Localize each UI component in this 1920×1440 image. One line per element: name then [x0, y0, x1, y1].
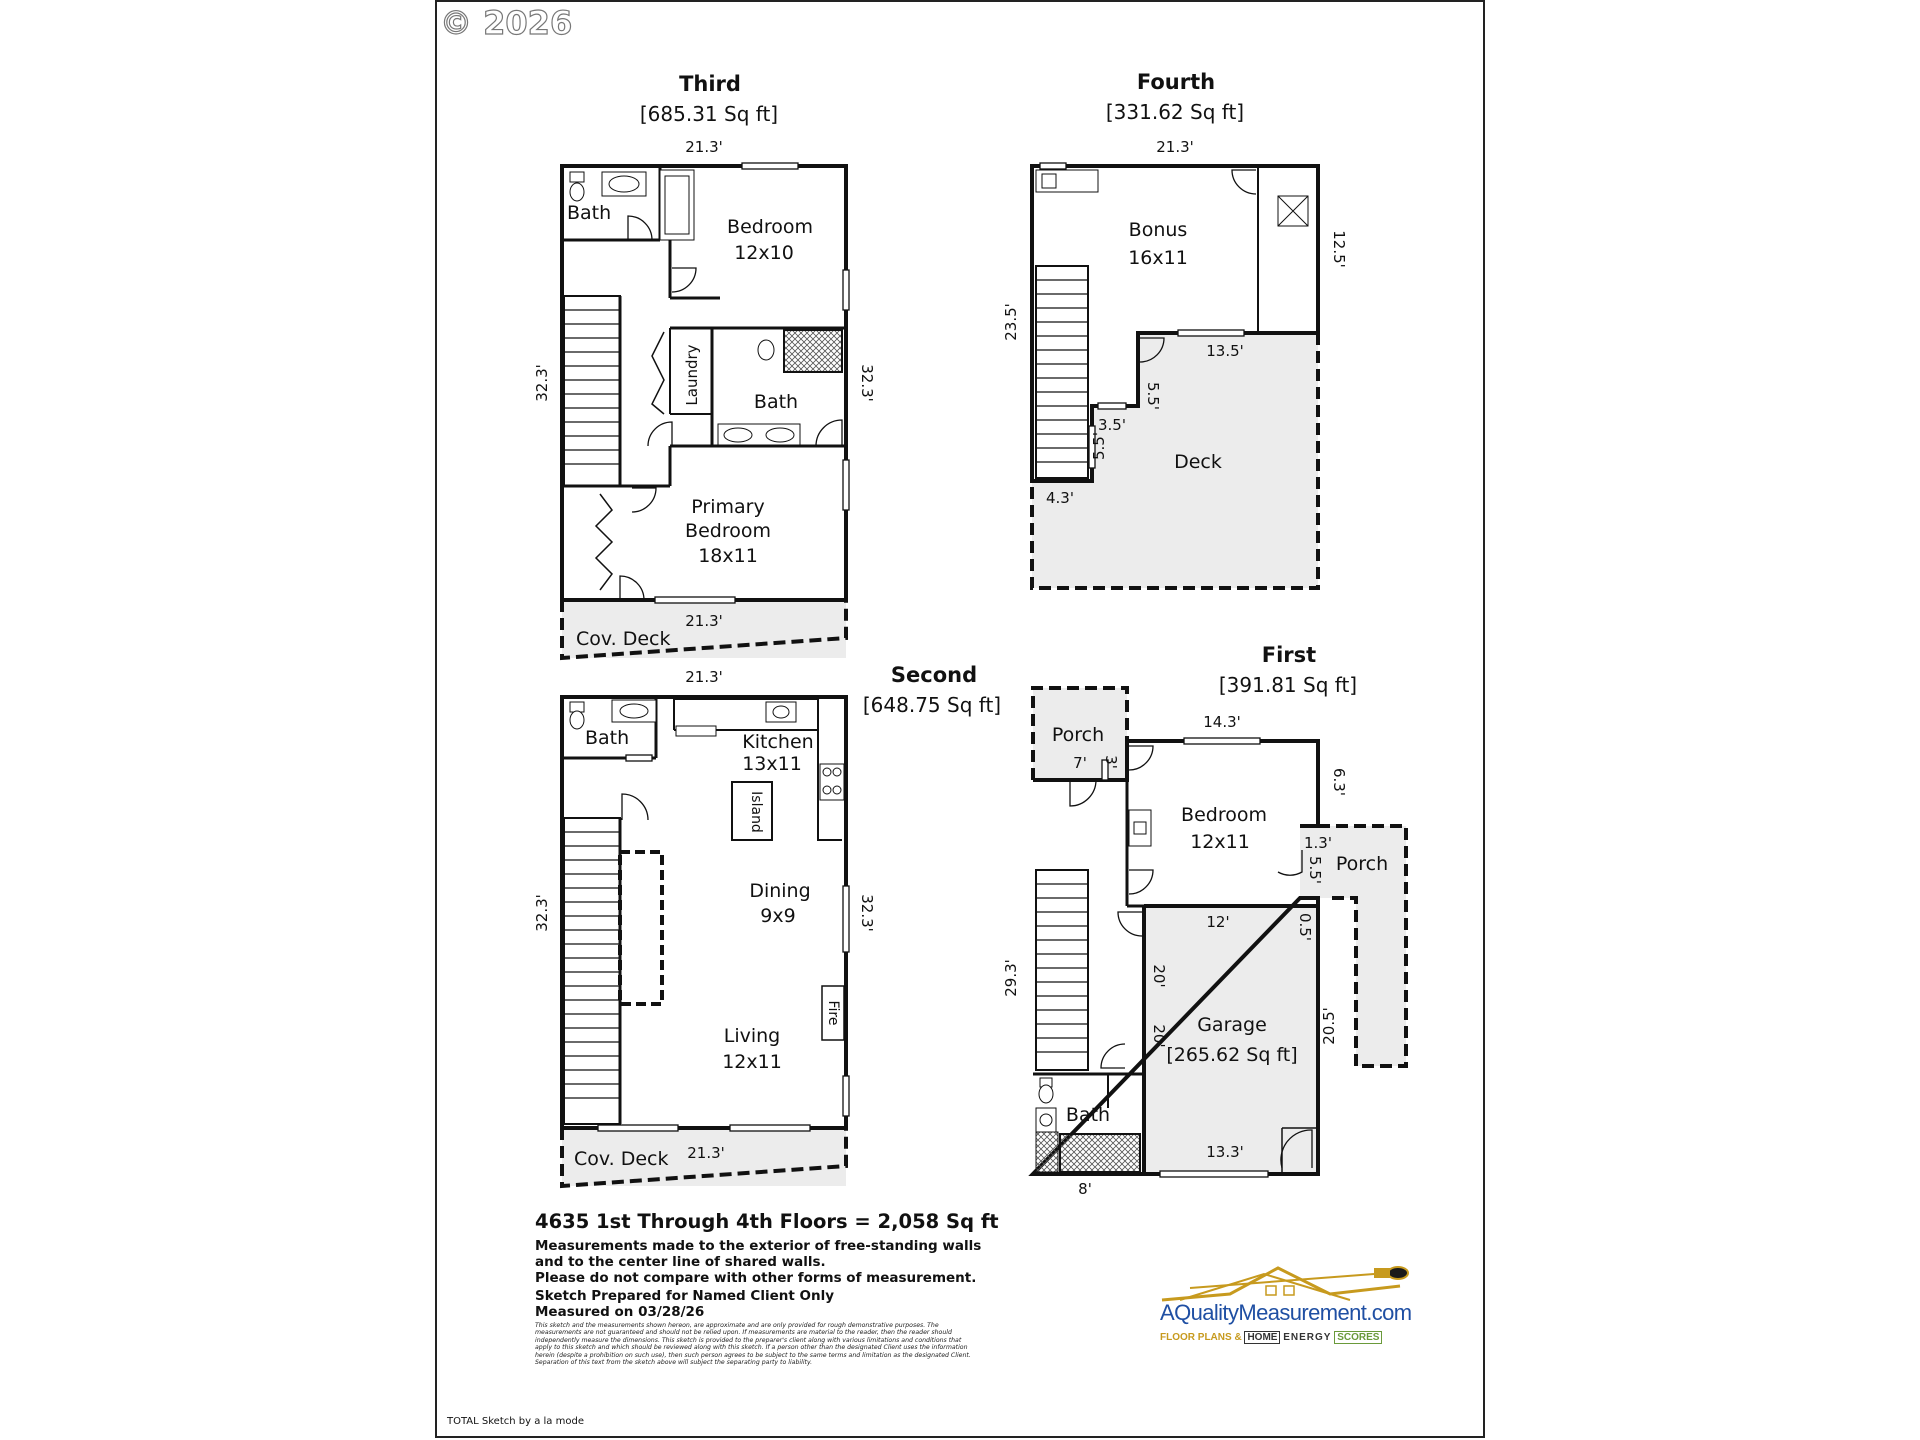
window — [1184, 738, 1260, 744]
floor-area-second: [648.75 Sq ft] — [862, 693, 1002, 717]
measured-date: Measured on 03/28/26 — [535, 1304, 705, 1320]
floor-area-first: [391.81 Sq ft] — [1218, 673, 1358, 697]
tub-inner-icon — [665, 176, 689, 234]
room-size: 18x11 — [698, 545, 758, 567]
door-swing-icon — [1129, 870, 1153, 894]
logo-tagline-scores: SCORES — [1334, 1331, 1382, 1344]
third-floor-plan — [533, 138, 876, 658]
room-size: 12x11 — [1190, 831, 1250, 853]
window — [1160, 1171, 1268, 1177]
toilet-bowl-icon — [570, 711, 584, 729]
dimension-label: 32.3' — [533, 894, 551, 932]
room-label: Garage — [1197, 1014, 1267, 1036]
window — [843, 886, 849, 952]
room-size: 12x10 — [734, 242, 794, 264]
floor-title-second: Second — [890, 663, 978, 687]
copyright-mark: © 2026 — [440, 4, 573, 42]
dimension-label: 20' — [1150, 1024, 1168, 1048]
window — [843, 460, 849, 510]
dimension-label: 6.3' — [1330, 768, 1348, 796]
door-swing-icon — [1278, 850, 1302, 875]
footer-credit: TOTAL Sketch by a la mode — [447, 1416, 584, 1427]
sink-basin-icon — [1134, 822, 1146, 834]
stairs — [564, 818, 620, 1124]
toilet-bowl-icon — [1039, 1085, 1053, 1103]
measurement-note: Measurements made to the exterior of free-standing walls — [535, 1238, 982, 1254]
dimension-label: 32.3' — [858, 364, 876, 402]
room-size: 16x11 — [1128, 247, 1188, 269]
dimension-label: 13.3' — [1206, 1143, 1244, 1161]
room-label: Deck — [1174, 451, 1222, 473]
dimension-label: 20.5' — [1320, 1007, 1338, 1045]
logo-tagline-home: HOME — [1244, 1331, 1280, 1344]
sink-basin-icon — [766, 428, 794, 442]
floor-area-fourth: [331.62 Sq ft] — [1105, 100, 1245, 124]
window — [1040, 163, 1066, 169]
room-label: Laundry — [683, 344, 701, 406]
floor-title-fourth: Fourth — [1136, 70, 1216, 94]
room-area: [265.62 Sq ft] — [1166, 1044, 1298, 1066]
logo-tagline-left: FLOOR PLANS & — [1160, 1332, 1242, 1343]
dimension-label: 0.5' — [1296, 913, 1314, 941]
company-logo — [1160, 1264, 1410, 1364]
room-label: Cov. Deck — [574, 1148, 669, 1170]
room-size: 13x11 — [742, 753, 802, 775]
dimension-label: 5.5' — [1090, 432, 1108, 460]
window — [1178, 330, 1244, 336]
disclaimer-fine-print: This sketch and the measurements shown hereon, are approximate and are only provided for rough demonstrative purposes. The measurements are not guaranteed and should not be relied upon. If measurements are material to the reader, then the reader should independently measure the dimensions. This sketch is provided to the preparer's client along with various limitations and conditions that apply to this sketch and which should be reviewed along with this sketch. If a person other than the designated Client uses the information herein (despite a prohibition on such use), then such person agrees to be subject to the same terms and limitation as the designated Client. Separation of this text from the sketch above will subject the separating party to liability. — [535, 1322, 971, 1367]
second-floor-plan — [533, 668, 876, 1186]
dishwasher-icon — [676, 726, 716, 736]
dimension-label: 7' — [1073, 754, 1087, 772]
window — [843, 270, 849, 310]
sink-basin-icon — [620, 704, 648, 718]
shower-icon — [784, 330, 842, 372]
room-label: Kitchen — [742, 731, 814, 753]
room-label: Bedroom — [1181, 804, 1267, 826]
room-size: 12x11 — [722, 1051, 782, 1073]
floor-title-third: Third — [679, 72, 741, 96]
sink-basin-icon — [773, 706, 789, 718]
shower-icon — [1036, 1132, 1058, 1172]
door-swing-icon — [1118, 912, 1142, 936]
first-floor-plan — [1002, 688, 1406, 1198]
dimension-label: 23.5' — [1002, 303, 1020, 341]
room-label: Bedroom — [727, 216, 813, 238]
window — [598, 1125, 678, 1131]
dimension-label: 21.3' — [685, 612, 723, 630]
dimension-label: 21.3' — [687, 1144, 725, 1162]
sink-basin-icon — [1040, 1114, 1052, 1126]
dimension-label: 21.3' — [1156, 138, 1194, 156]
window — [1098, 403, 1126, 409]
shower-icon — [1060, 1134, 1140, 1172]
stairs — [1036, 870, 1088, 1070]
logo-name: AQualityMeasurement.com — [1160, 1300, 1412, 1325]
window — [626, 755, 652, 761]
dimension-label: 32.3' — [858, 894, 876, 932]
window — [730, 1125, 810, 1131]
room-label: Bedroom — [685, 520, 771, 542]
dimension-label: 12' — [1206, 913, 1230, 931]
room-label: Bath — [1065, 1104, 1111, 1126]
dimension-label: 32.3' — [533, 364, 551, 402]
island-label: Island — [748, 791, 764, 833]
room-label: Bath — [567, 202, 612, 224]
door-swing-icon — [1070, 780, 1096, 806]
fireplace-label: Fire — [825, 1000, 841, 1026]
dimension-label: 8' — [1078, 1180, 1092, 1198]
dimension-label: 12.5' — [1330, 230, 1348, 268]
dimension-label: 20' — [1150, 964, 1168, 988]
dimension-label: 4.3' — [1046, 489, 1074, 507]
room-label: Cov. Deck — [576, 628, 671, 650]
dimension-label: 3' — [1102, 755, 1120, 769]
dimension-label: 21.3' — [685, 668, 723, 686]
dimension-label: 5.5' — [1306, 856, 1324, 884]
logo-tagline-energy: ENERGY — [1283, 1332, 1332, 1343]
room-label: Bonus — [1128, 219, 1188, 241]
dimension-label: 13.5' — [1206, 342, 1244, 360]
room-label: Porch — [1051, 724, 1105, 746]
toilet-bowl-icon — [570, 183, 584, 201]
door-swing-icon — [1129, 746, 1153, 770]
dimension-label: 29.3' — [1002, 959, 1020, 997]
measurement-note: and to the center line of shared walls. — [535, 1254, 826, 1270]
client-note: Sketch Prepared for Named Client Only — [535, 1288, 835, 1304]
toilet-icon — [570, 172, 584, 182]
window — [843, 1076, 849, 1116]
toilet-icon — [758, 340, 774, 360]
logo-tagline — [1160, 1332, 1382, 1343]
sink-basin-icon — [609, 176, 639, 192]
dimension-label: 3.5' — [1098, 416, 1126, 434]
garage-area — [1144, 906, 1318, 1174]
floor-title-first: First — [1261, 643, 1317, 667]
stairs — [1036, 266, 1088, 478]
room-label: Primary — [691, 496, 765, 518]
sink-basin-icon — [1042, 174, 1056, 188]
dimension-label: 21.3' — [685, 138, 723, 156]
room-size: 9x9 — [760, 905, 796, 927]
room-label: Bath — [753, 391, 799, 413]
window — [655, 597, 735, 603]
room-label: Living — [723, 1025, 781, 1047]
fourth-floor-plan — [1002, 138, 1348, 588]
room-label: Porch — [1335, 853, 1389, 875]
dimension-label: 5.5' — [1144, 382, 1162, 410]
room-label: Dining — [749, 880, 811, 902]
door-swing-icon — [1101, 1044, 1125, 1068]
window — [742, 163, 798, 169]
sink-basin-icon — [724, 428, 752, 442]
measurement-note: Please do not compare with other forms of measurement. — [535, 1270, 977, 1286]
room-label: Bath — [585, 727, 630, 749]
total-area-summary: 4635 1st Through 4th Floors = 2,058 Sq ft — [535, 1210, 999, 1233]
dimension-label: 1.3' — [1304, 834, 1332, 852]
floor-area-third: [685.31 Sq ft] — [639, 102, 779, 126]
dimension-label: 14.3' — [1203, 713, 1241, 731]
